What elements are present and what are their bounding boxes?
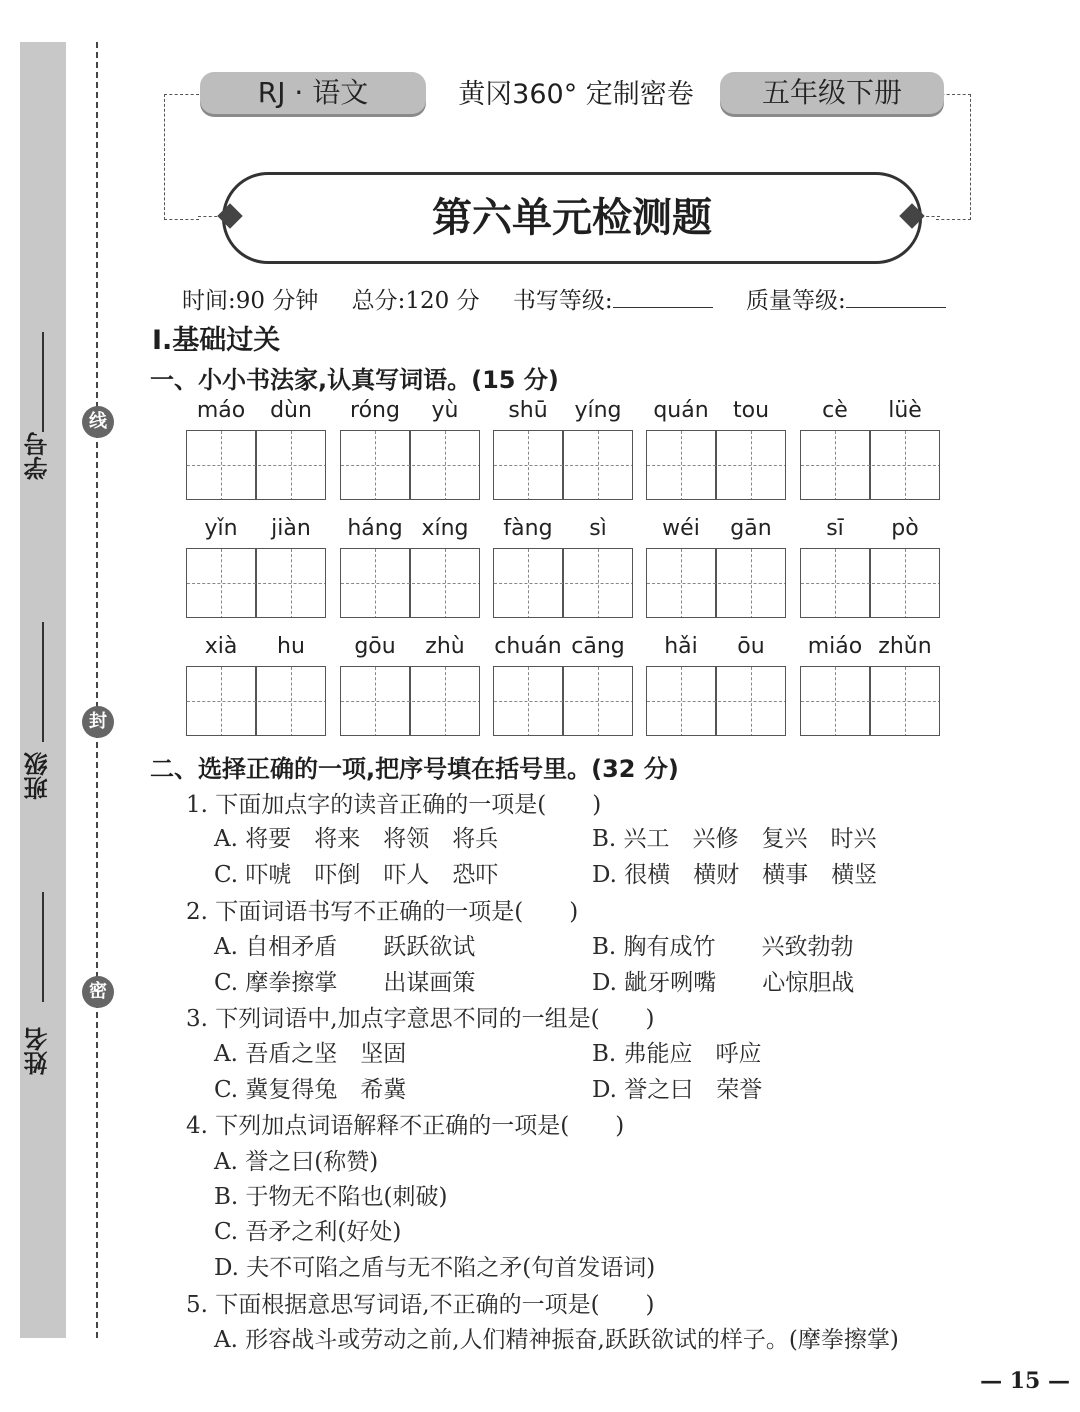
writing-grid[interactable] bbox=[186, 666, 326, 736]
pinyin-label: dùn bbox=[270, 398, 312, 423]
part-heading: Ⅰ.基础过关 bbox=[152, 325, 281, 356]
pinyin-label: gōu bbox=[354, 634, 396, 659]
grade-pill: 五年级下册 bbox=[720, 72, 944, 114]
writing-grade-blank[interactable] bbox=[613, 306, 713, 308]
q3-option-d[interactable]: D. 誉之曰 荣誉 bbox=[592, 1077, 763, 1103]
pinyin-label: miáo bbox=[807, 634, 863, 659]
q4-option-c[interactable]: C. 吾矛之利(好处) bbox=[214, 1219, 402, 1245]
q1-option-c[interactable]: C. 吓唬 吓倒 吓人 恐吓 bbox=[214, 862, 499, 888]
total-score: 总分:120 分 bbox=[351, 288, 480, 314]
time-limit: 时间:90 分钟 bbox=[182, 288, 319, 314]
pinyin-label: tou bbox=[732, 398, 770, 423]
writing-grid[interactable] bbox=[646, 666, 786, 736]
q2-stem: 2. 下面词语书写不正确的一项是( ) bbox=[186, 899, 579, 925]
writing-grid[interactable] bbox=[340, 430, 480, 500]
student-id-blank bbox=[42, 332, 44, 432]
pinyin-label: jiàn bbox=[271, 516, 311, 541]
q2-option-a[interactable]: A. 自相矛盾 跃跃欲试 bbox=[214, 934, 476, 960]
q3-option-a[interactable]: A. 吾盾之坚 坚固 bbox=[214, 1041, 407, 1067]
writing-grid[interactable] bbox=[800, 548, 940, 618]
binding-cut-line bbox=[96, 42, 98, 1338]
writing-grid[interactable] bbox=[646, 430, 786, 500]
pinyin-label: xíng bbox=[421, 516, 469, 541]
quality-grade-label: 质量等级: bbox=[745, 288, 846, 314]
q4-option-d[interactable]: D. 夫不可陷之盾与无不陷之矛(句首发语词) bbox=[214, 1255, 656, 1281]
q3-option-b[interactable]: B. 弗能应 呼应 bbox=[592, 1041, 762, 1067]
subject-pill: RJ · 语文 bbox=[200, 72, 426, 114]
writing-grid[interactable] bbox=[493, 548, 633, 618]
pinyin-label: xià bbox=[204, 634, 238, 659]
pinyin-label: pò bbox=[891, 516, 919, 541]
pinyin-label: ōu bbox=[737, 634, 765, 659]
pinyin-label: máo bbox=[196, 398, 246, 423]
writing-grid[interactable] bbox=[340, 666, 480, 736]
q4-stem: 4. 下列加点词语解释不正确的一项是( ) bbox=[186, 1113, 625, 1139]
q5-option-a[interactable]: A. 形容战斗或劳动之前,人们精神振奋,跃跃欲试的样子。(摩拳擦掌) bbox=[214, 1327, 899, 1353]
pinyin-label: yù bbox=[431, 398, 459, 423]
writing-grade-label: 书写等级: bbox=[512, 288, 613, 314]
page-title: 第六单元检测题 bbox=[432, 194, 712, 241]
exam-info bbox=[182, 282, 972, 315]
section2-heading: 二、选择正确的一项,把序号填在括号里。(32 分) bbox=[150, 755, 679, 783]
q4-option-a[interactable]: A. 誉之曰(称赞) bbox=[214, 1149, 379, 1175]
pinyin-label: lüè bbox=[888, 398, 922, 423]
page-number: — 15 — bbox=[980, 1368, 1070, 1394]
seal-seal-mark: 封 bbox=[82, 706, 114, 738]
seal-line-mark: 线 bbox=[82, 406, 114, 438]
student-id-label: 学号 bbox=[24, 432, 52, 480]
q1-option-b[interactable]: B. 兴工 兴修 复兴 时兴 bbox=[592, 826, 877, 852]
q1-stem: 1. 下面加点字的读音正确的一项是( ) bbox=[186, 792, 602, 818]
q3-option-c[interactable]: C. 冀复得兔 希冀 bbox=[214, 1077, 407, 1103]
quality-grade-blank[interactable] bbox=[846, 306, 946, 308]
pinyin-label: cāng bbox=[571, 634, 625, 659]
pinyin-label: shū bbox=[508, 398, 548, 423]
header-bracket-left bbox=[164, 94, 199, 220]
q2-option-c[interactable]: C. 摩拳擦掌 出谋画策 bbox=[214, 970, 476, 996]
writing-grid[interactable] bbox=[800, 430, 940, 500]
pinyin-label: zhǔn bbox=[878, 634, 932, 659]
q2-option-b[interactable]: B. 胸有成竹 兴致勃勃 bbox=[592, 934, 854, 960]
seal-secret-mark: 密 bbox=[82, 976, 114, 1008]
pinyin-label: quán bbox=[653, 398, 709, 423]
class-blank bbox=[42, 622, 44, 742]
q1-option-d[interactable]: D. 很横 横财 横事 横竖 bbox=[592, 862, 878, 888]
section1-heading: 一、小小书法家,认真写词语。(15 分) bbox=[150, 366, 559, 394]
writing-grid[interactable] bbox=[493, 430, 633, 500]
q2-option-d[interactable]: D. 龇牙咧嘴 心惊胆战 bbox=[592, 970, 855, 996]
name-blank bbox=[42, 892, 44, 1002]
header-bracket-right bbox=[936, 94, 971, 220]
pinyin-label: sī bbox=[826, 516, 844, 541]
writing-grid[interactable] bbox=[800, 666, 940, 736]
class-label: 班级 bbox=[24, 752, 52, 800]
writing-grid[interactable] bbox=[493, 666, 633, 736]
name-label: 姓名 bbox=[24, 1027, 52, 1075]
pinyin-label: hu bbox=[277, 634, 305, 659]
q4-option-b[interactable]: B. 于物无不陷也(刺破) bbox=[214, 1184, 448, 1210]
series-title: 黄冈360° 定制密卷 bbox=[458, 79, 694, 110]
pinyin-label: gān bbox=[730, 516, 772, 541]
pinyin-label: wéi bbox=[662, 516, 700, 541]
pinyin-label: hǎi bbox=[664, 634, 698, 659]
q5-stem: 5. 下面根据意思写词语,不正确的一项是( ) bbox=[186, 1292, 655, 1318]
q3-stem: 3. 下列词语中,加点字意思不同的一组是( ) bbox=[186, 1006, 655, 1032]
q1-option-a[interactable]: A. 将要 将来 将领 将兵 bbox=[214, 826, 499, 852]
writing-grid[interactable] bbox=[186, 430, 326, 500]
pinyin-label: háng bbox=[347, 516, 403, 541]
pinyin-label: chuán bbox=[494, 634, 562, 659]
binding-sidebar bbox=[20, 42, 66, 1338]
pinyin-label: cè bbox=[822, 398, 848, 423]
pinyin-label: zhù bbox=[425, 634, 465, 659]
writing-grid[interactable] bbox=[646, 548, 786, 618]
pinyin-label: yíng bbox=[574, 398, 622, 423]
pinyin-label: yǐn bbox=[204, 516, 238, 541]
pinyin-label: róng bbox=[350, 398, 400, 423]
pinyin-label: sì bbox=[589, 516, 607, 541]
writing-grid[interactable] bbox=[186, 548, 326, 618]
pinyin-label: fàng bbox=[503, 516, 553, 541]
writing-grid[interactable] bbox=[340, 548, 480, 618]
